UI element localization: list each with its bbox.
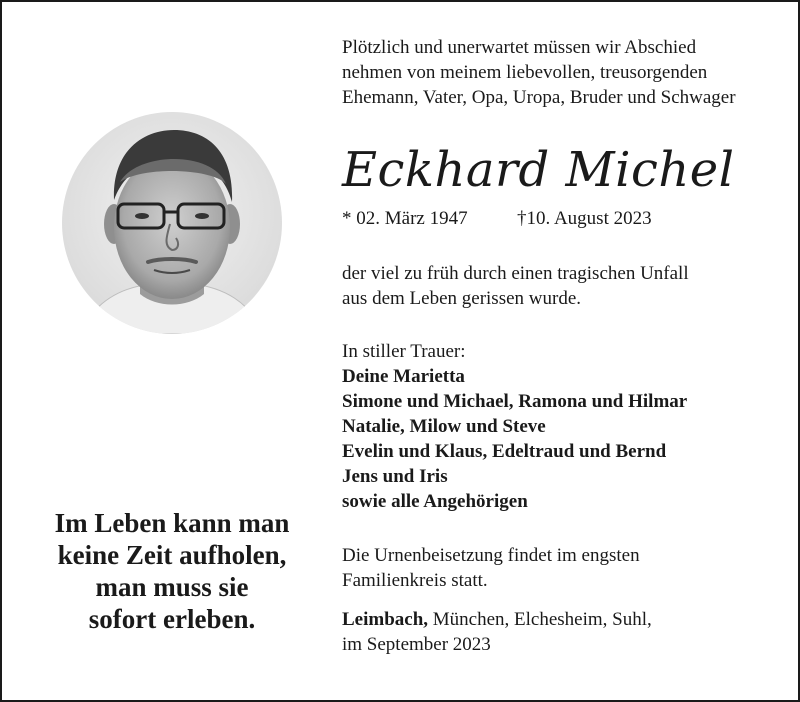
mourner: Natalie, Milow und Steve bbox=[342, 416, 546, 437]
place-date bbox=[342, 607, 652, 657]
cause-line: der viel zu früh durch einen tragischen Unfall bbox=[342, 263, 689, 284]
mourner: sowie alle Angehörigen bbox=[342, 491, 528, 512]
burial-info bbox=[342, 543, 640, 593]
death-date: †10. August 2023 bbox=[517, 208, 652, 229]
deceased-name: Eckhard Michel bbox=[342, 142, 735, 198]
portrait-photo bbox=[62, 112, 282, 334]
mourners-list bbox=[342, 364, 687, 514]
cause-text bbox=[342, 261, 689, 311]
burial-line: Die Urnenbeisetzung findet im engsten bbox=[342, 545, 640, 566]
intro-text bbox=[342, 35, 736, 110]
intro-line: nehmen von meinem liebevollen, treusorgenden bbox=[342, 62, 708, 83]
mourner: Deine Marietta bbox=[342, 366, 465, 387]
quote-line: sofort erleben. bbox=[88, 604, 256, 634]
place-line bbox=[342, 607, 652, 632]
date-line: im September 2023 bbox=[342, 634, 491, 655]
portrait-image bbox=[62, 112, 282, 334]
cause-line: aus dem Leben gerissen wurde. bbox=[342, 288, 582, 309]
mourner: Jens und Iris bbox=[342, 466, 448, 487]
birth-date: * 02. März 1947 bbox=[342, 208, 468, 229]
life-dates bbox=[342, 207, 782, 231]
other-towns: München, Elchesheim, Suhl, bbox=[428, 609, 652, 630]
mourner: Simone und Michael, Ramona und Hilmar bbox=[342, 391, 688, 412]
quote-line: keine Zeit aufholen, bbox=[57, 540, 287, 570]
grief-label: In stiller Trauer: bbox=[342, 341, 466, 362]
home-town: Leimbach, bbox=[342, 609, 429, 630]
quote-line: man muss sie bbox=[95, 572, 249, 602]
intro-line: Ehemann, Vater, Opa, Uropa, Bruder und Schwager bbox=[342, 87, 736, 108]
quote bbox=[22, 507, 322, 635]
burial-line: Familienkreis statt. bbox=[342, 570, 488, 591]
intro-line: Plötzlich und unerwartet müssen wir Abschied bbox=[342, 37, 697, 58]
quote-line: Im Leben kann man bbox=[54, 508, 290, 538]
mourner: Evelin und Klaus, Edeltraud und Bernd bbox=[342, 441, 667, 462]
